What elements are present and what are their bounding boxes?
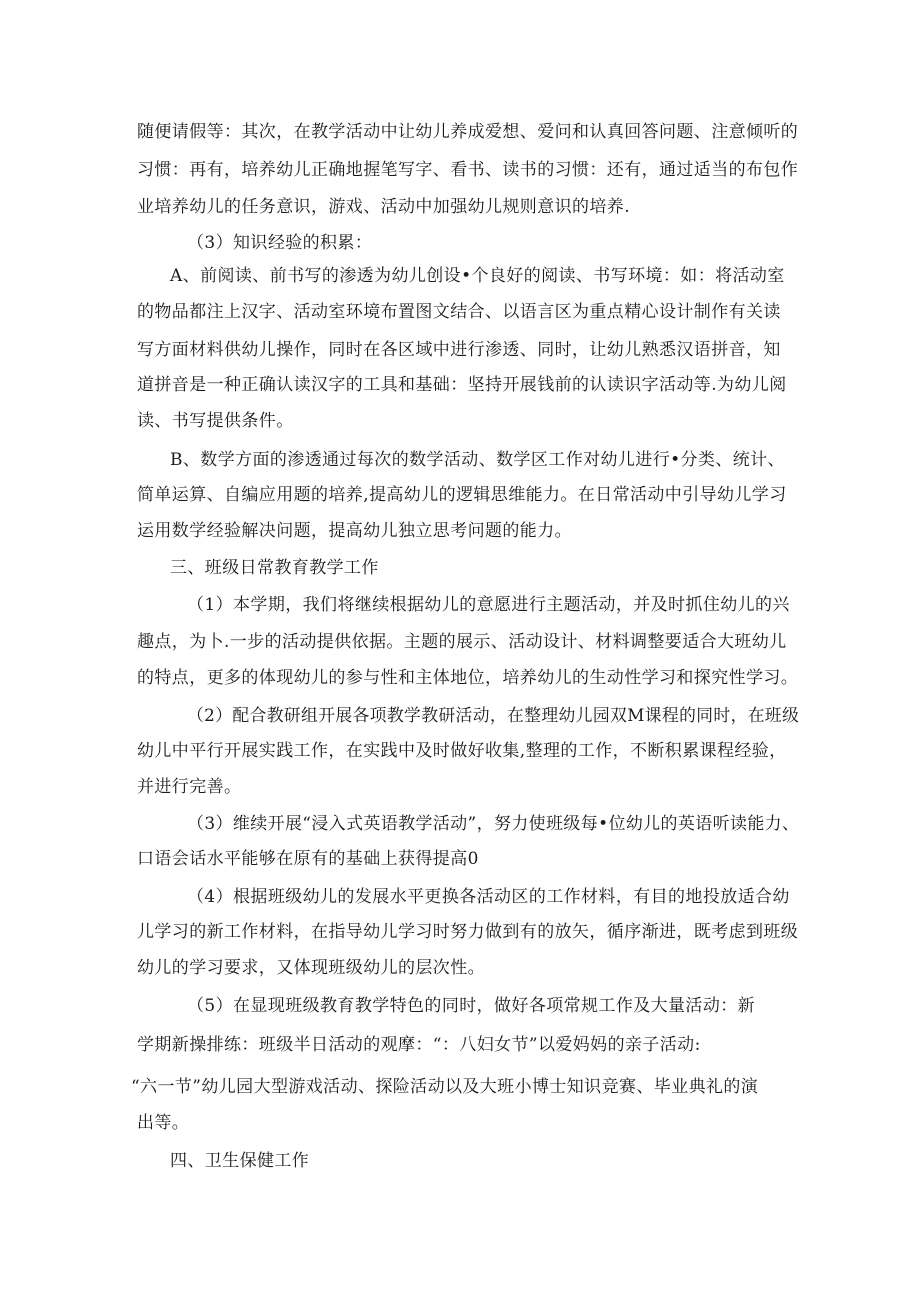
text-line: 运用数学经验解决问题，提高幼儿独立思考问题的能力。: [137, 521, 572, 541]
text-line: （3）维续开展“浸入式英语教学活动”，努力使班级每•位幼儿的英语听读能力、: [187, 813, 800, 833]
text-line: 儿学习的新工作材料，在指导幼儿学习时努力做到有的放矢，循序渐进，既考虑到班级: [137, 922, 799, 942]
text-line: B、数学方面的渗透通过每次的数学活动、数学区工作对幼儿进行•分类、统计、: [170, 450, 785, 470]
text-line: 学期新操排练：班级半日活动的观摩：“：八妇女节”以爱妈妈的亲子活动:: [137, 1035, 701, 1055]
text-line: 并进行完善。: [137, 777, 242, 797]
text-line: 趣点，为卜.一步的活动提供依据。主题的展示、活动设计、材料调整要适合大班幼儿: [137, 632, 787, 652]
text-line: （1）本学期，我们将继续根据幼儿的意愿进行主题活动，并及时抓住幼儿的兴: [187, 595, 790, 615]
text-line: 读、书写提供条件。: [137, 411, 294, 431]
text-line: 随便请假等：其次，在教学活动中让幼儿养成爱想、爱问和认真回答问题、注意倾听的: [137, 122, 799, 142]
text-line: 口语会话水平能够在原有的基础上获得提高0: [137, 849, 479, 869]
section-heading: 四、卫生保健工作: [170, 1151, 310, 1171]
text-line: 幼儿中平行开展实践工作，在实践中及时做好收集,整理的工作，不断积累课程经验，: [137, 741, 787, 761]
text-line: 幼儿的学习要求，又体现班级幼儿的层次性。: [137, 958, 485, 978]
text-line: （2）配合教研组开展各项教学教研活动，在整理幼儿园双M课程的同时，在班级: [187, 705, 800, 725]
text-line: 业培养幼儿的任务意识，游戏、活动中加强幼儿规则意识的培养.: [137, 197, 631, 217]
text-line: 出等。: [137, 1113, 190, 1133]
text-line: （5）在显现班级教育教学特色的同时，做好各项常规工作及大量活动：新: [187, 996, 756, 1016]
text-line: 习惯：再有，培养幼儿正确地握笔写字、看书、读书的习惯：还有，通过适当的布包作: [137, 160, 799, 180]
text-line: A、前阅读、前书写的渗透为幼儿创设•个良好的阅读、书写环境：如：将活动室: [170, 266, 785, 286]
text-line: （3）知识经验的积累：: [187, 233, 373, 253]
text-line: 道拼音是一种正确认读汉字的工具和基础：坚持开展钱前的认读识字活动等.为幼儿阅: [137, 375, 787, 395]
text-line: 的物品都注上汉字、活动室环境布置图文结合、以语言区为重点精心设计制作有关读: [137, 302, 781, 322]
text-line: 的特点，更多的体现幼儿的参与性和主体地位，培养幼儿的生动性学习和探究性学习。: [137, 668, 799, 688]
text-line: “六一节”幼儿园大型游戏活动、探险活动以及大班小博士知识竞赛、毕业典礼的演: [131, 1077, 759, 1097]
text-line: 简单运算、自编应用题的培养,提高幼儿的逻辑思维能力。在日常活动中引导幼儿学习: [137, 485, 787, 505]
text-line: （4）根据班级幼儿的发展水平更换各活动区的工作材料，有目的地投放适合幼: [187, 887, 790, 907]
text-line: 写方面材料供幼儿操作，同时在各区域中进行渗透、同时，让幼儿熟悉汉语拼音，知: [137, 340, 781, 360]
section-heading: 三、班级日常教育教学工作: [170, 558, 379, 578]
